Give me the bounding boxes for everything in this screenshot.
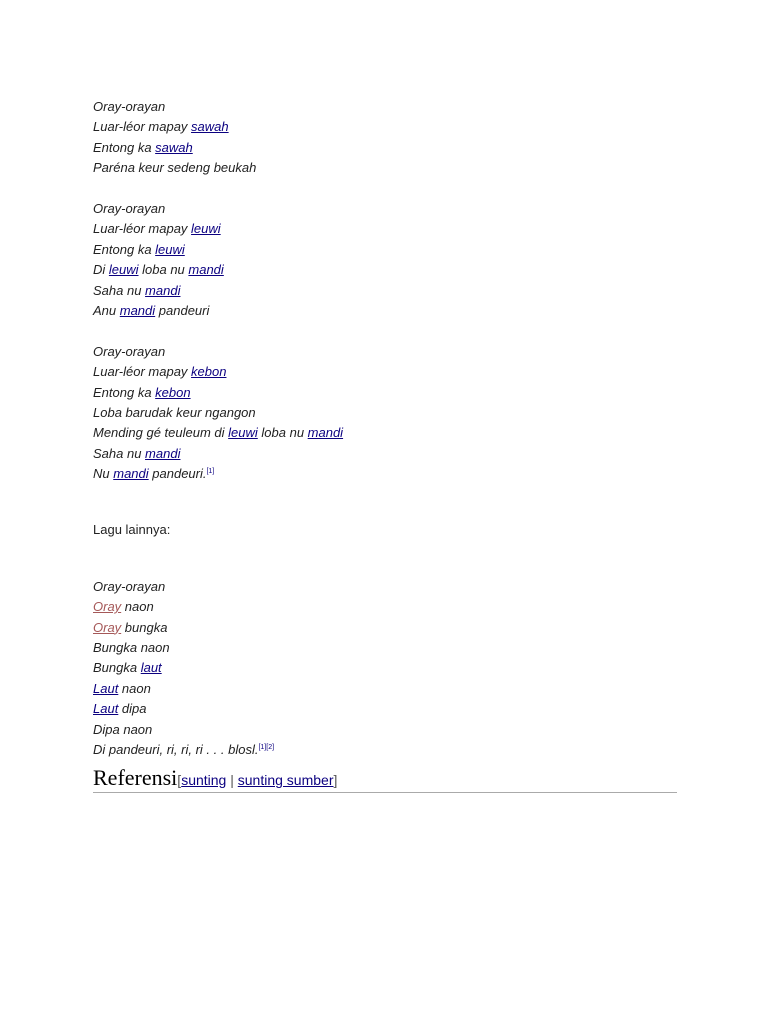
link-sawah[interactable]: sawah <box>191 119 229 135</box>
citation-ref <box>206 468 214 475</box>
citation-link-1[interactable]: [1] <box>206 468 215 476</box>
lyric-line <box>93 403 677 423</box>
link-mandi[interactable]: mandi <box>145 282 181 298</box>
other-songs-label: Lagu lainnya: <box>93 521 171 537</box>
link-mandi[interactable]: mandi <box>188 262 224 278</box>
lyric-text: Bungka <box>93 660 141 676</box>
lyric-text: Saha nu <box>93 445 146 461</box>
lyric-text: Loba barudak keur ngangon <box>93 405 256 421</box>
lyric-line <box>93 281 677 301</box>
edit-link[interactable]: sunting <box>181 772 227 789</box>
citation-ref <box>258 744 274 751</box>
lyric-text: Nu <box>93 466 114 482</box>
lyric-line <box>93 464 677 484</box>
lyric-line <box>93 342 677 362</box>
lyric-line <box>93 618 677 638</box>
stanza-gap <box>93 321 677 341</box>
lyric-line <box>93 260 677 280</box>
lyric-line <box>93 679 677 699</box>
link-mandi[interactable]: mandi <box>119 303 156 319</box>
lyric-line <box>93 658 677 678</box>
section-title: Referensi <box>93 765 178 791</box>
lyric-text: loba nu <box>138 262 189 278</box>
lyric-text: Luar-léor mapay <box>93 221 192 237</box>
lyric-line <box>93 158 677 178</box>
redlink-oray[interactable]: Oray <box>93 599 122 615</box>
stanza-1 <box>93 97 677 179</box>
link-leuwi[interactable]: leuwi <box>155 241 185 257</box>
redlink-oray[interactable]: Oray <box>93 619 122 635</box>
lyric-text: Paréna keur sedeng beukah <box>93 160 257 176</box>
link-laut[interactable]: Laut <box>93 701 119 717</box>
stanza-3 <box>93 342 677 485</box>
link-kebon[interactable]: kebon <box>155 384 191 400</box>
bracket-open: [ <box>177 772 182 789</box>
lyric-line <box>93 301 677 321</box>
lyric-text: Entong ka <box>93 384 156 400</box>
citation-link-2[interactable]: [2] <box>266 743 275 751</box>
citation-link-1[interactable]: [1] <box>258 743 267 751</box>
lyric-line <box>93 597 677 617</box>
lyric-text: Oray-orayan <box>93 578 166 594</box>
link-sawah[interactable]: sawah <box>155 139 193 155</box>
lyric-text: loba nu <box>257 425 308 441</box>
link-laut[interactable]: laut <box>140 660 162 676</box>
link-mandi[interactable]: mandi <box>307 425 344 441</box>
stanza-gap <box>93 179 677 199</box>
lyric-text: Oray-orayan <box>93 343 166 359</box>
lyric-line <box>93 577 677 597</box>
lyric-line <box>93 199 677 219</box>
edit-source-link[interactable]: sunting sumber <box>237 772 334 789</box>
lyric-text: Luar-léor mapay <box>93 119 192 135</box>
lyric-line <box>93 138 677 158</box>
link-leuwi[interactable]: leuwi <box>108 262 139 278</box>
lyric-text: naon <box>118 680 151 696</box>
lyric-line <box>93 699 677 719</box>
lyric-text: Bungka naon <box>93 639 170 655</box>
edit-separator: | <box>226 772 238 789</box>
section-heading-referensi <box>93 765 677 793</box>
article-content <box>93 97 677 793</box>
lyric-text: Entong ka <box>93 139 156 155</box>
lyric-line <box>93 444 677 464</box>
lyric-text: Mending gé teuleum di <box>93 425 229 441</box>
lyric-text: dipa <box>118 701 147 717</box>
lyric-text: Di pandeuri, ri, ri, ri . . . blosl. <box>93 741 259 757</box>
lyric-text: Anu <box>93 303 120 319</box>
lyric-text: Luar-léor mapay <box>93 364 192 380</box>
song-1-lyrics <box>93 97 677 485</box>
link-mandi[interactable]: mandi <box>145 445 181 461</box>
link-leuwi[interactable]: leuwi <box>228 425 258 441</box>
lyric-text: Entong ka <box>93 241 156 257</box>
link-laut[interactable]: Laut <box>93 680 119 696</box>
lyric-line <box>93 362 677 382</box>
link-mandi[interactable]: mandi <box>113 466 149 482</box>
lyric-line <box>93 383 677 403</box>
link-kebon[interactable]: kebon <box>191 364 227 380</box>
lyric-text: naon <box>121 599 154 615</box>
lyric-text: Dipa naon <box>93 721 153 737</box>
lyric-line <box>93 423 677 443</box>
lyric-line <box>93 638 677 658</box>
lyric-text: Oray-orayan <box>93 99 166 114</box>
link-leuwi[interactable]: leuwi <box>191 221 221 237</box>
bracket-close: ] <box>333 772 338 789</box>
lyric-text: pandeuri. <box>148 466 207 482</box>
lyric-line <box>93 219 677 239</box>
lyric-text: bungka <box>121 619 168 635</box>
lyric-text: Oray-orayan <box>93 201 166 217</box>
lyric-line <box>93 740 677 760</box>
lyric-text: pandeuri <box>155 303 210 319</box>
lyric-line <box>93 240 677 260</box>
lyric-line <box>93 97 677 117</box>
stanza-2 <box>93 199 677 321</box>
song-2-lyrics <box>93 577 677 761</box>
lyric-text: Saha nu <box>93 282 146 298</box>
lyric-line <box>93 720 677 740</box>
lyric-text: Di <box>93 262 109 278</box>
lyric-line <box>93 117 677 137</box>
section-edit-links <box>177 772 337 788</box>
